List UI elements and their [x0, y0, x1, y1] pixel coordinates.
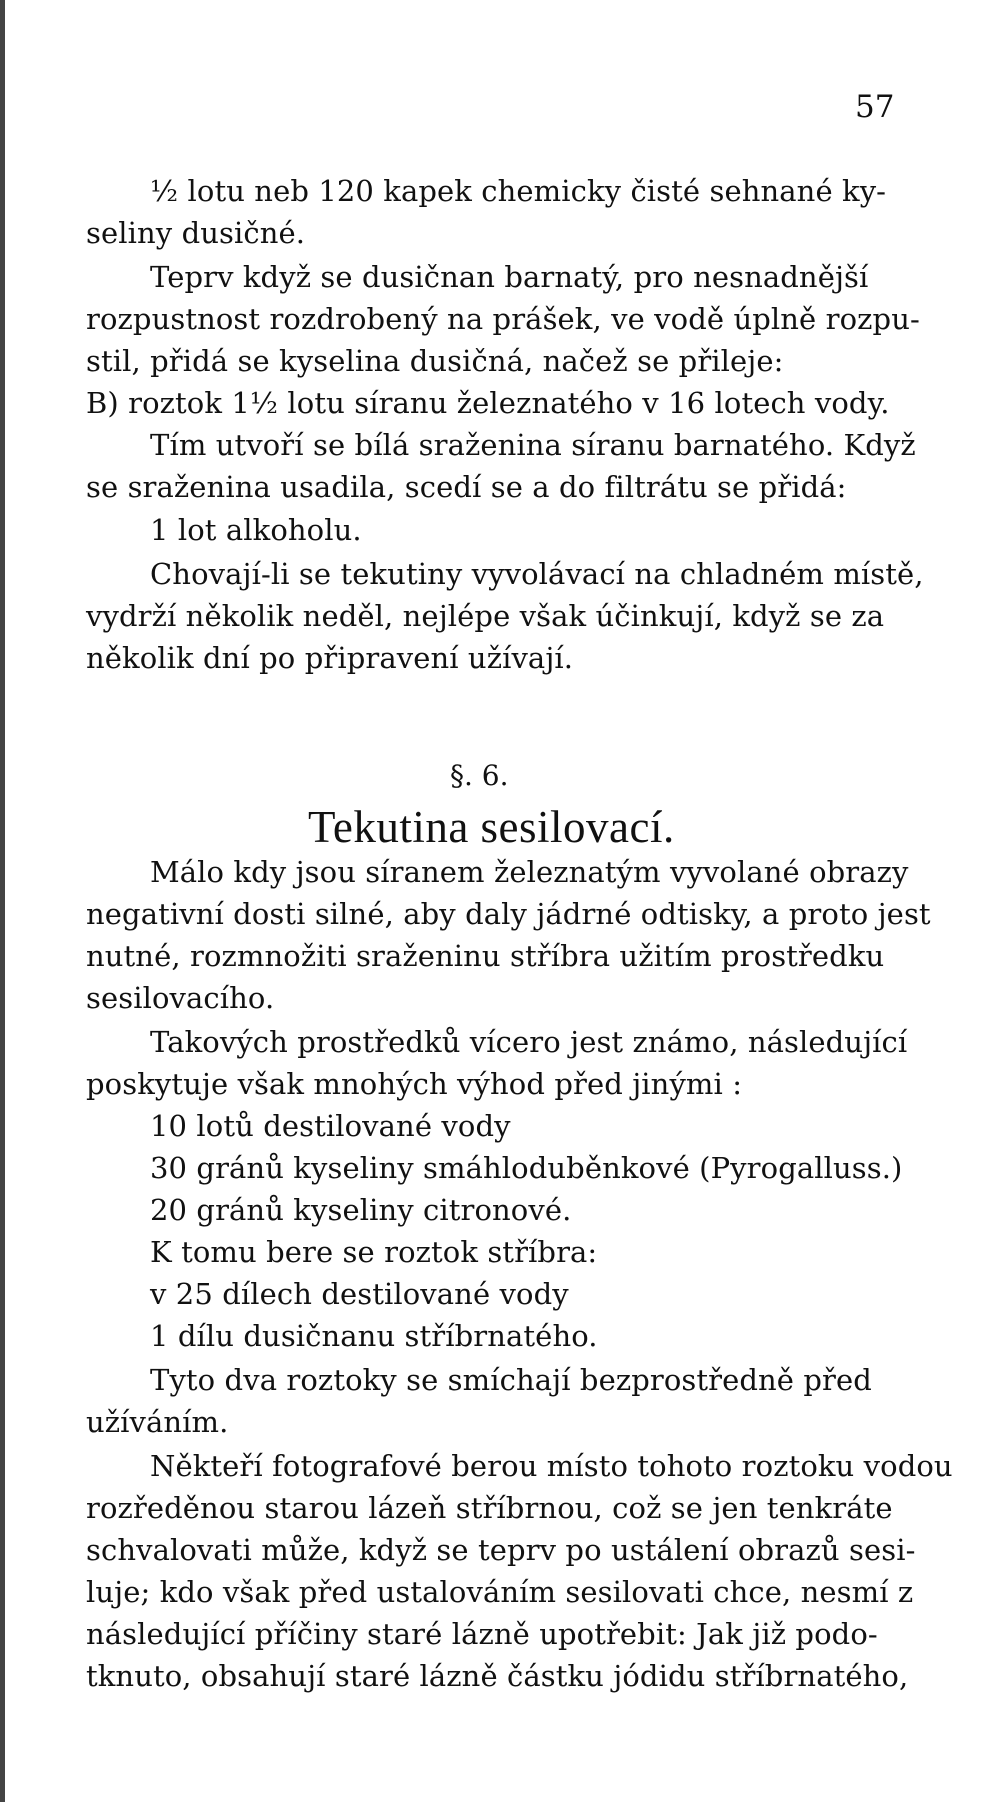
text-line: užíváním. — [86, 1405, 229, 1439]
text-line: Tím utvoří se bílá sraženina síranu barnatého. Když — [150, 428, 916, 462]
page-number: 57 — [855, 89, 895, 125]
section-number: §. 6. — [450, 759, 509, 792]
text-line: Chovají-li se tekutiny vyvolávací na chladném místě, — [150, 557, 924, 591]
text-line: Málo kdy jsou síranem železnatým vyvolané obrazy — [150, 855, 909, 889]
text-line: nutné, rozmnožiti sraženinu stříbra užitím prostředku — [86, 939, 885, 973]
text-line: Takových prostředků vícero jest známo, následující — [150, 1025, 908, 1059]
text-line: 30 gránů kyseliny smáhloduběnkové (Pyrogalluss.) — [150, 1151, 903, 1185]
text-line: 1 dílu dusičnanu stříbrnatého. — [150, 1319, 598, 1353]
text-line: seliny dusičné. — [86, 216, 306, 250]
text-line: následující příčiny staré lázně upotřebit: Jak již podo- — [86, 1617, 878, 1651]
text-line: negativní dosti silné, aby daly jádrné odtisky, a proto jest — [86, 897, 931, 931]
text-line: schvalovati může, když se teprv po ustálení obrazů sesi- — [86, 1533, 916, 1567]
text-line: Teprv když se dusičnan barnatý, pro nesnadnější — [150, 260, 869, 294]
text-line: K tomu bere se roztok stříbra: — [150, 1235, 598, 1269]
text-line: stil, přidá se kyselina dusičná, načež se přileje: — [86, 344, 784, 378]
text-line: několik dní po připravení užívají. — [86, 641, 574, 675]
text-line: Tyto dva roztoky se smíchají bezprostředně před — [150, 1363, 872, 1397]
page-edge-shadow — [0, 0, 5, 1802]
text-line: poskytuje však mnohých výhod před jinými : — [86, 1067, 743, 1101]
text-line: vydrží několik neděl, nejlépe však účinkují, když se za — [86, 599, 885, 633]
text-line: 10 lotů destilované vody — [150, 1109, 511, 1143]
text-line: Někteří fotografové berou místo tohoto roztoku vodou — [150, 1449, 953, 1483]
text-line: sesilovacího. — [86, 981, 275, 1015]
text-line: rozředěnou starou lázeň stříbrnou, což se jen tenkráte — [86, 1491, 893, 1525]
text-line: 20 gránů kyseliny citronové. — [150, 1193, 572, 1227]
text-line: v 25 dílech destilované vody — [150, 1277, 569, 1311]
text-line: se sraženina usadila, scedí se a do filtrátu se přidá: — [86, 470, 847, 504]
text-line: ½ lotu neb 120 kapek chemicky čisté sehnané ky- — [150, 174, 887, 208]
text-line: tknuto, obsahují staré lázně částku jódidu stříbrnatého, — [86, 1659, 909, 1693]
text-line: 1 lot alkoholu. — [150, 513, 362, 547]
text-line: B) roztok 1½ lotu síranu železnatého v 16 lotech vody. — [86, 386, 890, 420]
text-line: luje; kdo však před ustalováním sesilovati chce, nesmí z — [86, 1575, 914, 1609]
section-title: Tekutina sesilovací. — [308, 802, 675, 852]
text-line: rozpustnost rozdrobený na prášek, ve vodě úplně rozpu- — [86, 302, 920, 336]
